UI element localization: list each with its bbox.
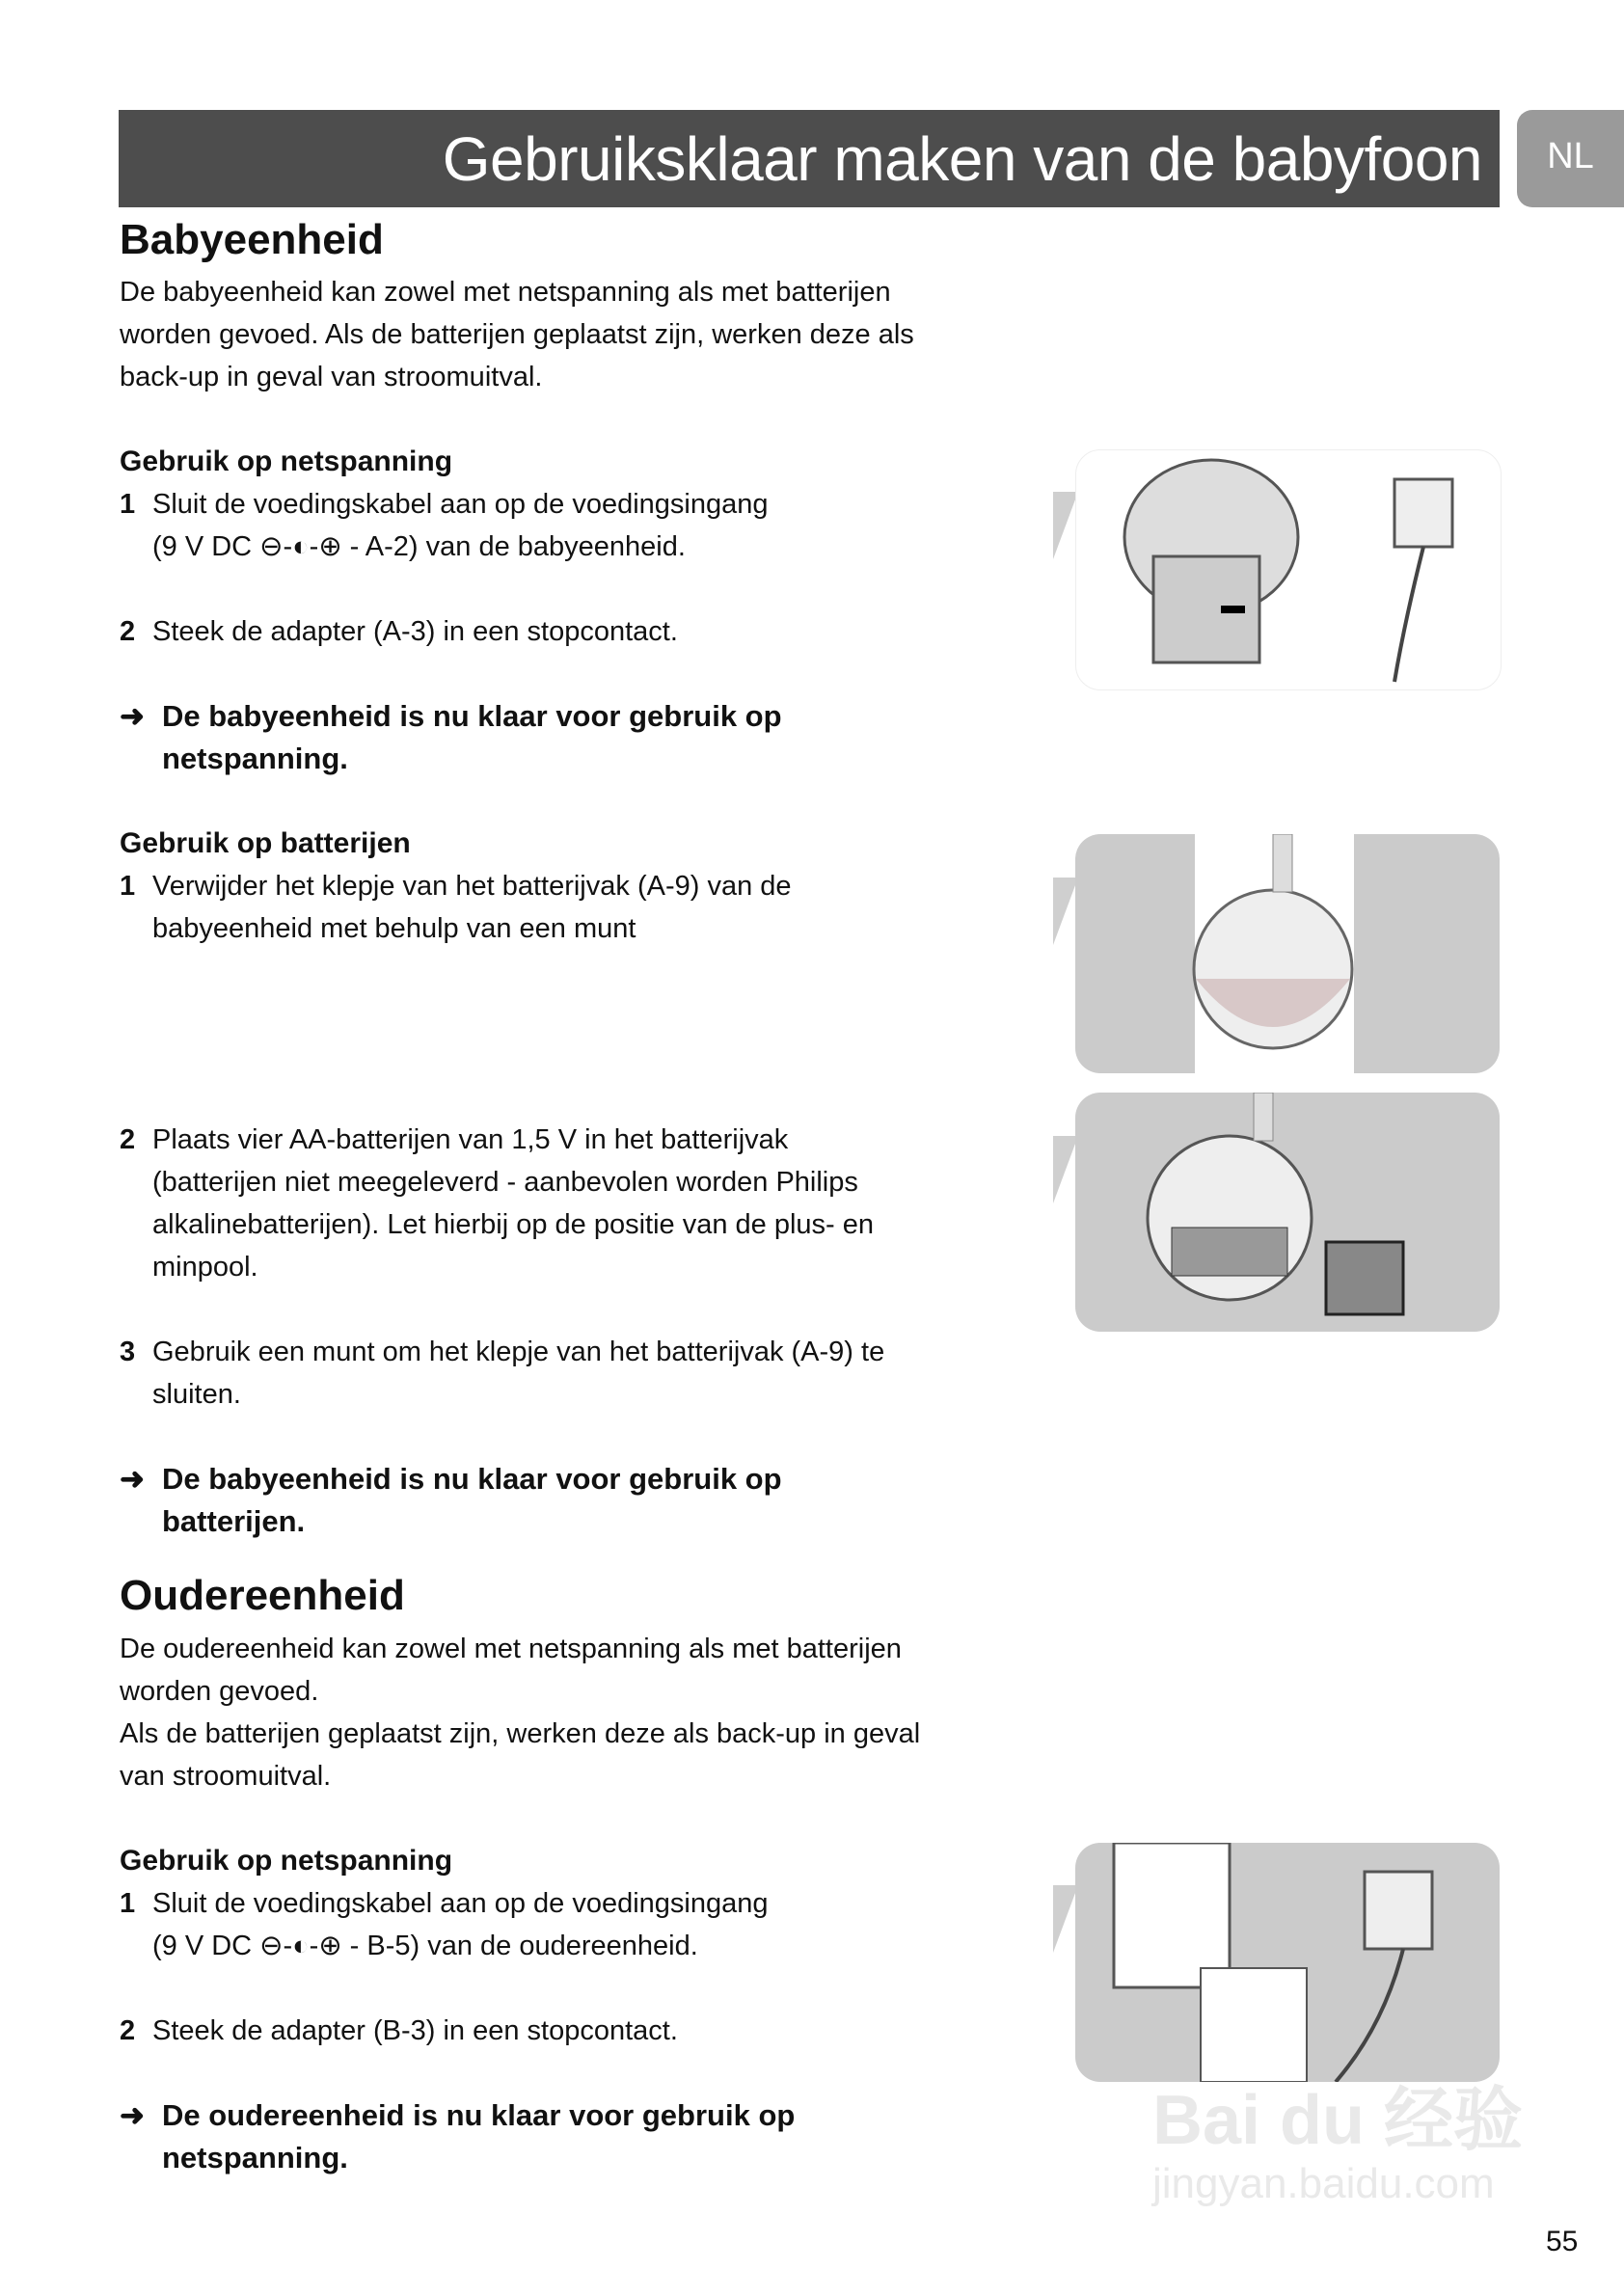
text-line: worden gevoed. Als de batterijen geplaatst zijn, werken deze als (120, 319, 914, 350)
step-number: 2 (120, 1124, 136, 1155)
text-line: Steek de adapter (A-3) in een stopcontact. (152, 616, 678, 647)
text-line: Steek de adapter (B-3) in een stopcontact. (152, 2015, 678, 2046)
text-line: De babyeenheid kan zowel met netspanning als met batterijen (120, 277, 891, 308)
illustration-battery-cover (1075, 834, 1500, 1073)
step-2 (120, 2010, 678, 2052)
text-line: batterijen. (162, 1504, 306, 1538)
text-line: van stroomuitval. (120, 1761, 332, 1792)
text-line: Sluit de voedingskabel aan op de voedingsingang (152, 1888, 769, 1919)
language-tab: NL (1517, 110, 1624, 207)
step-3 (120, 1331, 884, 1416)
text-line: De oudereenheid is nu klaar voor gebruik op (162, 2098, 796, 2132)
section-heading-baby: Babyeenheid (120, 216, 384, 263)
watermark-url: jingyan.baidu.com (1152, 2160, 1495, 2207)
step-number: 1 (120, 489, 136, 520)
text-line: De babyeenheid is nu klaar voor gebruik op (162, 1462, 782, 1496)
section-heading-parent: Oudereenheid (120, 1572, 405, 1619)
text-line: minpool. (152, 1252, 258, 1283)
text-line: worden gevoed. (120, 1676, 319, 1707)
illustration-parent-mains (1075, 1843, 1500, 2082)
illustration-baby-mains (1075, 449, 1502, 690)
step-number: 1 (120, 871, 136, 902)
step-2 (120, 610, 678, 653)
text-line: De babyeenheid is nu klaar voor gebruik op (162, 699, 782, 733)
subheading-baby-mains: Gebruik op netspanning (120, 446, 453, 477)
arrow-icon: ➜ (120, 2098, 145, 2132)
batteries-drawing (1075, 1093, 1500, 1332)
text-line: Verwijder het klepje van het batterijvak (A-9) van de (152, 871, 792, 902)
parent-unit-adapter-drawing (1075, 1843, 1500, 2082)
step-number: 1 (120, 1888, 136, 1919)
text-line: netspanning. (162, 742, 348, 775)
step-1 (120, 865, 792, 950)
text-line: back-up in geval van stroomuitval. (120, 362, 543, 392)
text-line: netspanning. (162, 2141, 348, 2174)
text-line: Sluit de voedingskabel aan op de voedingsingang (152, 489, 769, 520)
result-note (120, 695, 782, 780)
step-number: 2 (120, 2015, 136, 2046)
text-line: Gebruik een munt om het klepje van het batterijvak (A-9) te (152, 1337, 885, 1367)
page-title: Gebruiksklaar maken van de babyfoon (442, 124, 1482, 194)
step-number: 3 (120, 1337, 136, 1367)
subheading-parent-mains: Gebruik op netspanning (120, 1845, 453, 1877)
parent-intro (120, 1628, 920, 1797)
subheading-baby-batteries: Gebruik op batterijen (120, 827, 411, 859)
text-line: Als de batterijen geplaatst zijn, werken deze als back-up in geval (120, 1718, 921, 1749)
step-number: 2 (120, 616, 136, 647)
text-line: Plaats vier AA-batterijen van 1,5 V in het batterijvak (152, 1124, 789, 1155)
text-line: De oudereenheid kan zowel met netspanning als met batterijen (120, 1634, 902, 1664)
text-line: (9 V DC ⊖-◐-⊕ - A-2) van de babyeenheid. (152, 531, 686, 562)
text-line: sluiten. (152, 1379, 241, 1410)
baby-unit-adapter-drawing (1076, 450, 1501, 689)
watermark-logo: Bai du 经验 (1152, 2082, 1524, 2159)
step-2 (120, 1119, 874, 1288)
baby-intro (120, 271, 914, 398)
text-line: (9 V DC ⊖-◐-⊕ - B-5) van de oudereenheid. (152, 1931, 698, 1961)
page-number: 55 (1546, 2226, 1579, 2257)
text-line: alkalinebatterijen). Let hierbij op de positie van de plus- en (152, 1209, 875, 1240)
result-note (120, 2094, 795, 2179)
arrow-icon: ➜ (120, 1462, 145, 1496)
arrow-icon: ➜ (120, 699, 145, 733)
illustration-insert-batteries (1075, 1093, 1500, 1332)
battery-cover-drawing (1075, 834, 1500, 1073)
text-line: (batterijen niet meegeleverd - aanbevolen worden Philips (152, 1167, 858, 1198)
step-1 (120, 1882, 769, 1967)
header-bar (119, 110, 1500, 207)
step-1 (120, 483, 769, 568)
result-note (120, 1458, 782, 1543)
text-line: babyeenheid met behulp van een munt (152, 913, 636, 944)
